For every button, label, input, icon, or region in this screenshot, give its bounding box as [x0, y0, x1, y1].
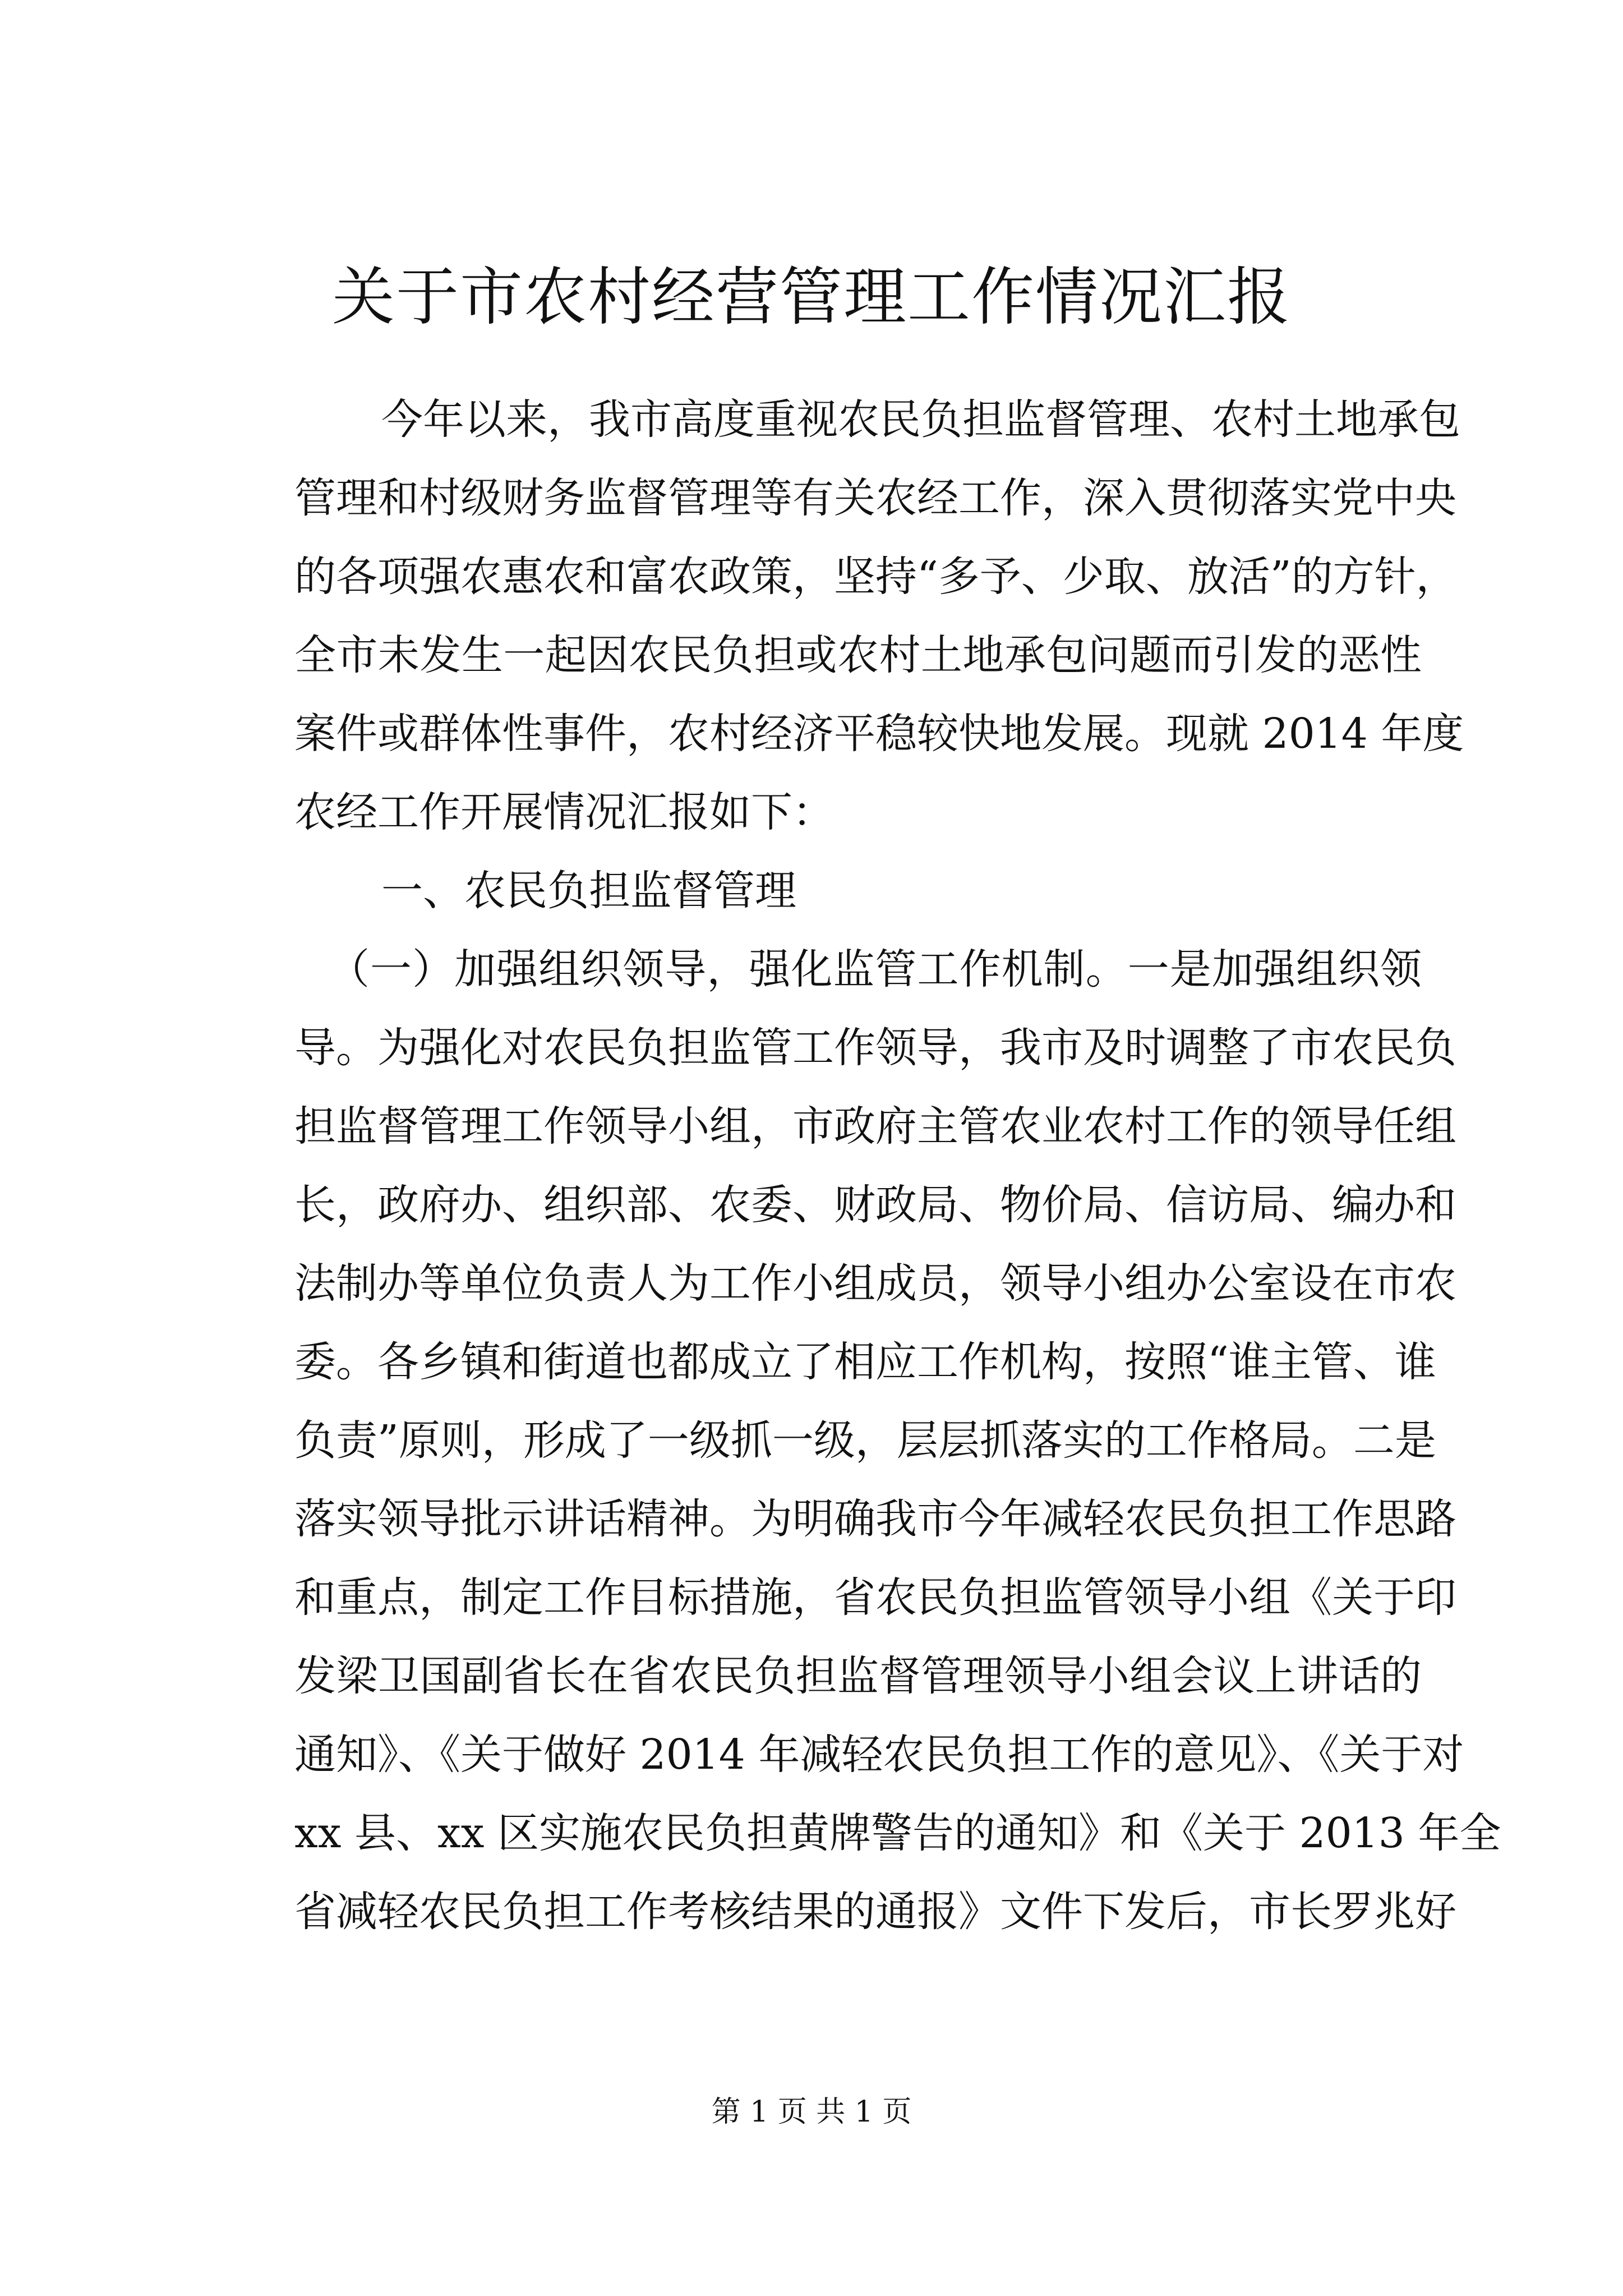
paragraph-line: 的各项强农惠农和富农政策，坚持“多予、少取、放活”的方针，	[294, 553, 1458, 601]
paragraph-line: 今年以来，我市高度重视农民负担监督管理、农村土地承包	[381, 395, 1460, 444]
paragraph-line: （一）加强组织领导，强化监管工作机制。一是加强组织领	[328, 945, 1422, 993]
paragraph-line: 全市未发生一起因农民负担或农村土地承包问题而引发的恶性	[294, 631, 1422, 679]
paragraph-line: 落实领导批示讲话精神。为明确我市今年减轻农民负担工作思路	[294, 1495, 1456, 1543]
paragraph-line: 长，政府办、组织部、农委、财政局、物价局、信访局、编办和	[294, 1181, 1456, 1229]
paragraph-line: 通知》、《关于做好 2014 年减轻农民负担工作的意见》、《关于对	[294, 1731, 1464, 1779]
paragraph-line: 农经工作开展情况汇报如下：	[294, 788, 834, 836]
paragraph-line: 负责”原则，形成了一级抓一级，层层抓落实的工作格局。二是	[294, 1416, 1436, 1465]
paragraph-line: 法制办等单位负责人为工作小组成员，领导小组办公室设在市农	[294, 1259, 1456, 1308]
paragraph-line: 案件或群体性事件，农村经济平稳较快地发展。现就 2014 年度	[294, 710, 1464, 758]
paragraph-line: 管理和村级财务监督管理等有关农经工作，深入贯彻落实党中央	[294, 474, 1456, 522]
paragraph-line: 和重点，制定工作目标措施，省农民负担监管领导小组《关于印	[294, 1573, 1456, 1622]
paragraph-line: 委。各乡镇和街道也都成立了相应工作机构，按照“谁主管、谁	[294, 1338, 1436, 1386]
paragraph-line: 导。为强化对农民负担监管工作领导，我市及时调整了市农民负	[294, 1024, 1456, 1072]
section-heading: 一、农民负担监督管理	[381, 867, 796, 915]
document-body	[294, 380, 1501, 1951]
paragraph-line: 省减轻农民负担工作考核结果的通报》文件下发后，市长罗兆好	[294, 1888, 1456, 1936]
paragraph-line: 担监督管理工作领导小组，市政府主管农业农村工作的领导任组	[294, 1102, 1456, 1151]
paragraph-line: xx 县、xx 区实施农民负担黄牌警告的通知》和《关于 2013 年全	[294, 1809, 1501, 1857]
paragraph-line: 发梁卫国副省长在省农民负担监督管理领导小组会议上讲话的	[294, 1652, 1422, 1700]
page-footer: 第 1 页 共 1 页	[711, 2095, 912, 2129]
document-title: 关于市农村经营管理工作情况汇报	[332, 261, 1291, 334]
